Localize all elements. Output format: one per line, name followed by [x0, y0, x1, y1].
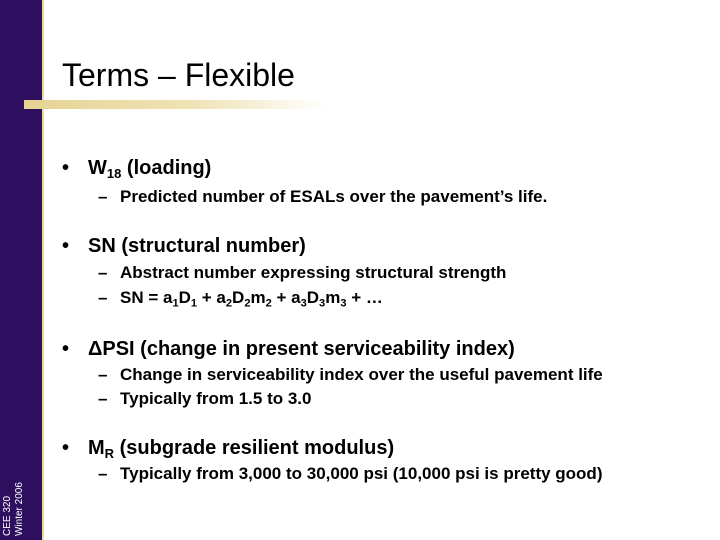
formula-text: m: [325, 288, 341, 307]
subitem: [98, 186, 547, 208]
bullet-w18: [62, 155, 211, 181]
dash-symbol: –: [98, 464, 108, 483]
formula-subscript: 3: [340, 297, 347, 310]
subitem-text: Change in serviceability index over the useful pavement life: [120, 365, 603, 384]
bullet-symbol: •: [62, 338, 70, 360]
bullet-symbol: •: [62, 235, 70, 257]
subitem-formula: [98, 287, 383, 309]
bullet-text: ΔPSI (change in present serviceability index): [88, 338, 515, 360]
dash-symbol: –: [98, 288, 108, 307]
formula-text: + a: [271, 288, 301, 307]
subitem-text: Typically from 1.5 to 3.0: [120, 389, 312, 408]
formula-text: SN = a: [120, 288, 173, 307]
dash-symbol: –: [98, 263, 108, 282]
bullet-sn: [62, 233, 306, 259]
subitem-text: Abstract number expressing structural strength: [120, 263, 507, 282]
formula-subscript: 2: [265, 297, 272, 310]
formula-subscript: 1: [172, 297, 179, 310]
subitem: [98, 262, 506, 284]
formula-subscript: 2: [225, 297, 233, 310]
formula-subscript: 3: [300, 297, 307, 310]
formula-text: D: [178, 288, 191, 307]
subitem: [98, 364, 603, 386]
formula-text: m: [250, 288, 266, 307]
subitem: [98, 388, 311, 410]
bullet-main: W: [88, 157, 107, 179]
bullet-dpsi: [62, 336, 515, 362]
bullet-text: SN (structural number): [88, 235, 306, 257]
course-term: Winter 2006: [14, 482, 25, 536]
sidebar-bar: [0, 0, 42, 540]
bullet-symbol: •: [62, 157, 70, 179]
formula-subscript: 1: [190, 297, 198, 310]
course-code: CEE 320: [2, 495, 13, 536]
dash-symbol: –: [98, 389, 108, 408]
bullet-subscript: 18: [106, 165, 122, 181]
formula-text: D: [232, 288, 245, 307]
dash-symbol: –: [98, 187, 108, 206]
formula-text: D: [306, 288, 320, 307]
slide-title: Terms – Flexible: [62, 57, 295, 93]
bullet-rest: (subgrade resilient modulus): [114, 437, 395, 459]
title-accent-bar: [24, 100, 326, 109]
formula-text: + …: [346, 288, 383, 307]
bullet-rest: (loading): [121, 157, 212, 179]
sidebar-divider: [42, 0, 44, 540]
subitem: [98, 463, 602, 485]
bullet-mr: [62, 435, 394, 461]
formula-text: + a: [197, 288, 226, 307]
subitem-text: Predicted number of ESALs over the pavement’s life.: [120, 187, 548, 206]
formula-subscript: 3: [319, 297, 326, 310]
subitem-text: Typically from 3,000 to 30,000 psi (10,000 psi is pretty good): [120, 464, 603, 483]
course-label: [2, 482, 26, 536]
bullet-symbol: •: [62, 437, 70, 459]
bullet-subscript: R: [104, 445, 115, 461]
dash-symbol: –: [98, 365, 108, 384]
sn-formula: [120, 288, 383, 310]
formula-subscript: 2: [244, 297, 251, 310]
bullet-main: M: [88, 437, 105, 459]
